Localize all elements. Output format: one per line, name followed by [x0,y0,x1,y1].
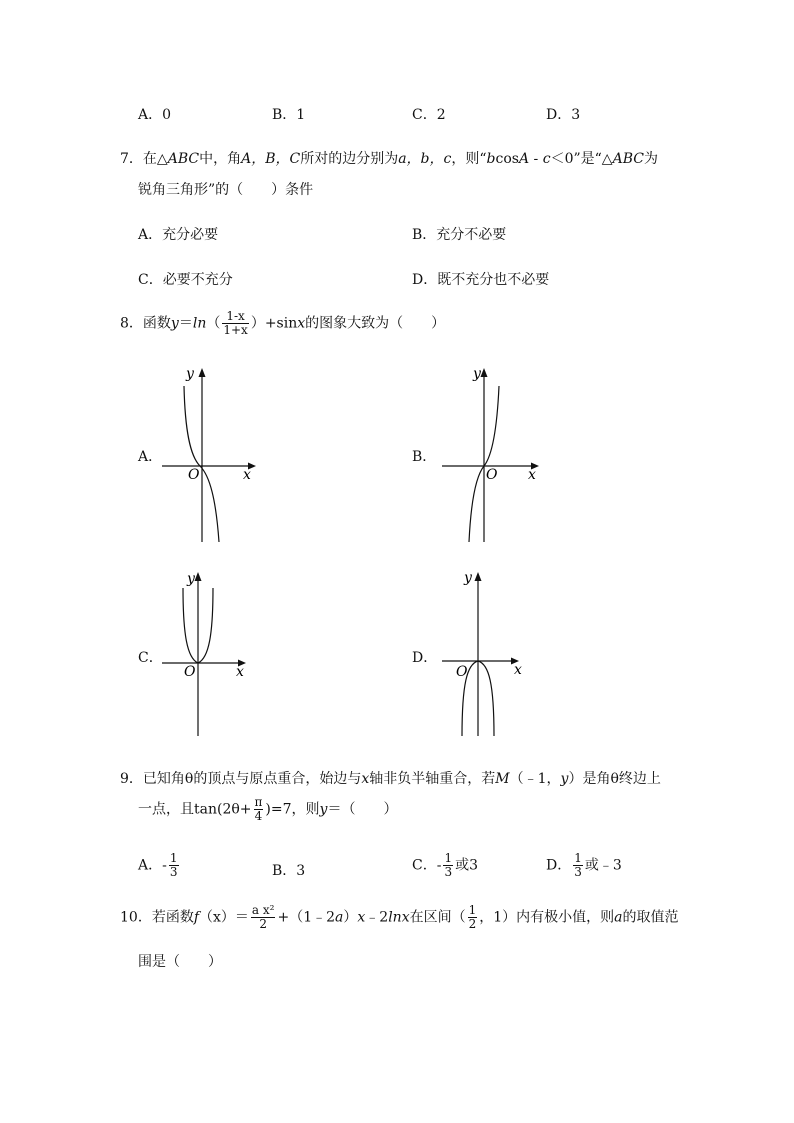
frac-num: 1 [169,851,178,865]
y-axis-arrow [195,572,202,581]
q8-ln: ln [192,315,207,332]
q8-stem [120,310,445,337]
q8-option-b-label: B． [412,449,437,465]
y-label: y [187,571,195,587]
q10-text: +（1﹣2 [277,909,336,926]
q9-option-a-label: A． [138,857,163,874]
q7-text: 为 [643,151,658,167]
q9-option-c-sign: - [436,857,442,874]
q9-text: （﹣1， [509,771,561,787]
q10-paren-x: （x） [199,909,235,926]
q9-option-c-frac [443,852,453,879]
q7-option-c: C．必要不充分 [138,272,233,288]
q7-line1 [120,148,658,168]
q10-fraction [251,904,276,931]
graph-c-svg [150,564,270,744]
q8-graph-d [430,564,550,744]
q7-cond-b: b [486,151,496,167]
q8-option-a-label: A． [138,449,163,465]
q9-text: 轴非负半轴重合，若 [369,771,496,787]
graph-a-svg [150,360,270,550]
q9-option-c-label: C． [412,857,437,874]
q10-text: 在区间（ [409,909,466,926]
origin-label: O [184,664,196,680]
q8-graph-b [430,360,550,550]
q10-interval-frac [468,904,478,931]
q10-line1 [120,904,679,931]
q9-y: y [560,771,569,787]
origin-label: O [456,664,468,680]
y-label: y [473,366,481,382]
q9-option-b: B．3 [272,863,306,879]
q7-triangle: ABC [612,151,644,167]
q9-number: 9． [120,771,143,787]
y-axis-arrow [481,368,488,377]
q8-number: 8． [120,315,143,332]
q10-a: a [335,909,344,926]
x-label: x [236,664,244,680]
frac-den: 2 [468,917,477,932]
q6-option-b: B．1 [272,107,306,123]
graph-b-svg [430,360,550,550]
frac-den: 3 [444,865,453,880]
q8-text: 的图象大致为（ ） [305,315,446,332]
y-axis-arrow [199,368,206,377]
origin-label: O [188,467,200,483]
q7-cond-A: A [518,151,530,167]
q10-eq: ＝ [234,909,249,926]
q8-eq: ＝ [178,315,193,332]
q9-option-a [138,852,181,879]
q10-text: ，1）内有极小值，则 [479,909,615,926]
x-label: x [514,662,522,678]
q10-a: a [614,909,623,926]
q6-option-d: D．3 [546,107,581,123]
q8-x: x [297,315,306,332]
q8-option-c-label: C． [138,650,163,666]
q8-graph-c [150,564,270,744]
q6-option-a: A．0 [138,107,172,123]
q9-frac-den: 4 [254,809,263,824]
q9-text: ）是角θ终边上 [568,771,661,787]
q7-text: 所对的边分别为 [300,151,399,167]
q10-text: ﹣2 [365,909,389,926]
q7-option-b: B．充分不必要 [412,227,507,243]
q9-y: y [319,801,328,818]
q7-line2: 锐角三角形”的（ ）条件 [138,182,314,198]
q7-cond-cos: cos [495,151,519,167]
q9-fraction [254,796,264,823]
q10-x: x [357,909,366,926]
q7-option-d: D．既不充分也不必要 [412,272,550,288]
frac-num: 1 [468,903,477,917]
frac-den: 3 [169,865,178,880]
q8-graph-a [150,360,270,550]
q9-text: 一点，且tan(2θ+ [138,801,252,818]
q7-cond-minus: - [529,151,543,167]
q10-text: 若函数 [151,909,194,926]
q9-option-a-sign: - [162,857,167,874]
q8-frac-den: 1+x [223,323,248,338]
x-label: x [528,467,536,483]
q9-x: x [361,771,370,787]
q9-option-d [546,852,622,879]
q8-frac-num: 1-x [222,310,248,324]
q9-line1 [120,768,661,788]
q7-option-a: A．充分必要 [138,227,219,243]
q9-text: )=7，则 [265,801,320,818]
y-label: y [464,570,472,586]
q8-paren: ） [250,315,265,332]
q10-frac-den: 2 [259,917,268,932]
y-label: y [186,366,194,382]
graph-d-svg [430,564,550,744]
q10-lnx: lnx [388,909,410,926]
q6-option-c: C．2 [412,107,446,123]
q8-fraction [222,310,248,337]
frac-num: 1 [444,851,453,865]
q8-y: y [170,315,179,332]
q9-option-d-label: D． [546,857,572,874]
q8-paren: （ [206,315,221,332]
q9-text: 已知角θ的顶点与原点重合，始边与 [142,771,362,787]
q7-sides: a，b，c [398,151,452,167]
q7-cond-c: c [542,151,551,167]
q7-number: 7． [120,151,143,167]
q8-option-d-label: D． [412,650,438,666]
q10-f: f [193,909,200,926]
q8-text: +sin [264,315,298,332]
q7-angles: A，B，C [241,151,301,167]
q9-M: M [495,771,510,787]
q10-frac-num: a x² [251,903,275,917]
q9-line2 [138,796,397,823]
q9-option-d-tail: 或﹣3 [584,857,622,874]
q8-text: 函数 [142,315,171,332]
q7-text: ，则“ [451,151,487,167]
q9-option-d-frac [573,852,583,879]
q10-number: 10． [120,909,152,926]
q9-option-a-frac [169,852,179,879]
q10-text: ） [343,909,358,926]
q9-text: ＝（ ） [327,801,398,818]
q9-option-c-tail: 或3 [455,857,479,874]
q10-line2: 围是（ ） [138,954,222,970]
q9-frac-num: π [254,795,263,809]
origin-label: O [486,467,498,483]
q7-text: 在△ [142,151,168,167]
q10-text: 的取值范 [622,909,679,926]
q9-option-c [412,852,478,879]
frac-den: 3 [574,865,582,880]
frac-num: 1 [574,851,582,865]
y-axis-arrow [475,572,482,581]
q7-text: ＜0”是“△ [550,151,613,167]
q7-text: 中，角 [199,151,242,167]
q7-triangle: ABC [167,151,200,167]
x-label: x [243,467,251,483]
